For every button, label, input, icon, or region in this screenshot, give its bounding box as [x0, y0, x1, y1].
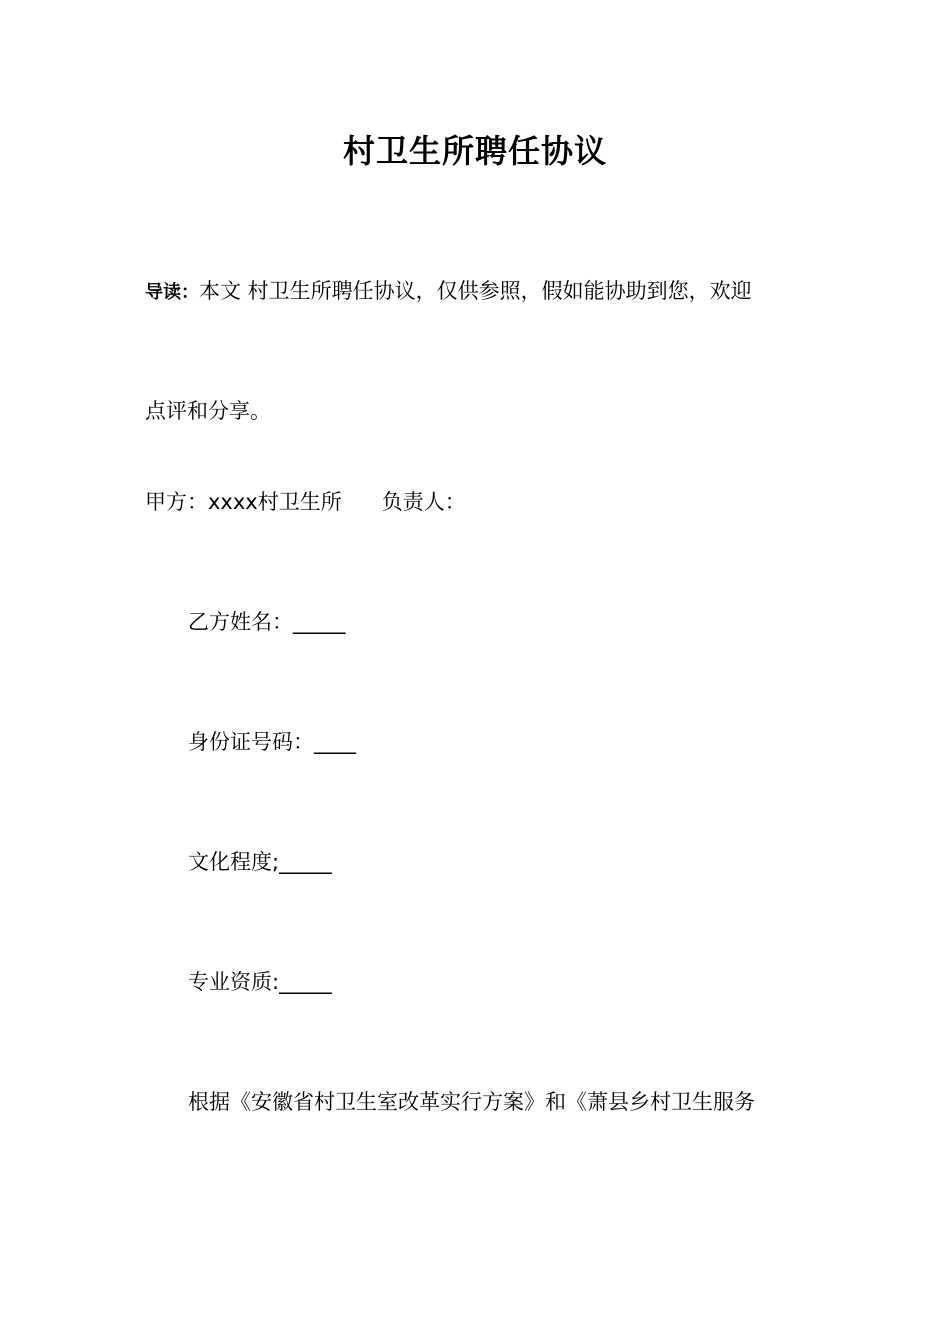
party-a-line: [145, 487, 466, 517]
lead-line-2: 点评和分享。: [145, 399, 271, 423]
lead-text-1: 本文 村卫生所聘任协议，仅供参照，假如能协助到您，欢迎: [199, 279, 752, 303]
lead-label: 导读：: [145, 282, 199, 303]
party-b-name-field: 乙方姓名：_____: [188, 610, 346, 634]
party-a-text: 甲方：xxxx村卫生所: [145, 490, 342, 514]
education-field: 文化程度;_____: [188, 850, 332, 874]
qualification-field: 专业资质:_____: [188, 970, 332, 994]
id-number-field: 身份证号码：____: [188, 730, 356, 754]
lead-line-1: [145, 276, 752, 308]
body-paragraph-line: 根据《安徽省村卫生室改革实行方案》和《萧县乡村卫生服务: [188, 1090, 755, 1114]
document-title: 村卫生所聘任协议: [342, 132, 607, 170]
responsible-label: 负责人：: [381, 490, 466, 514]
